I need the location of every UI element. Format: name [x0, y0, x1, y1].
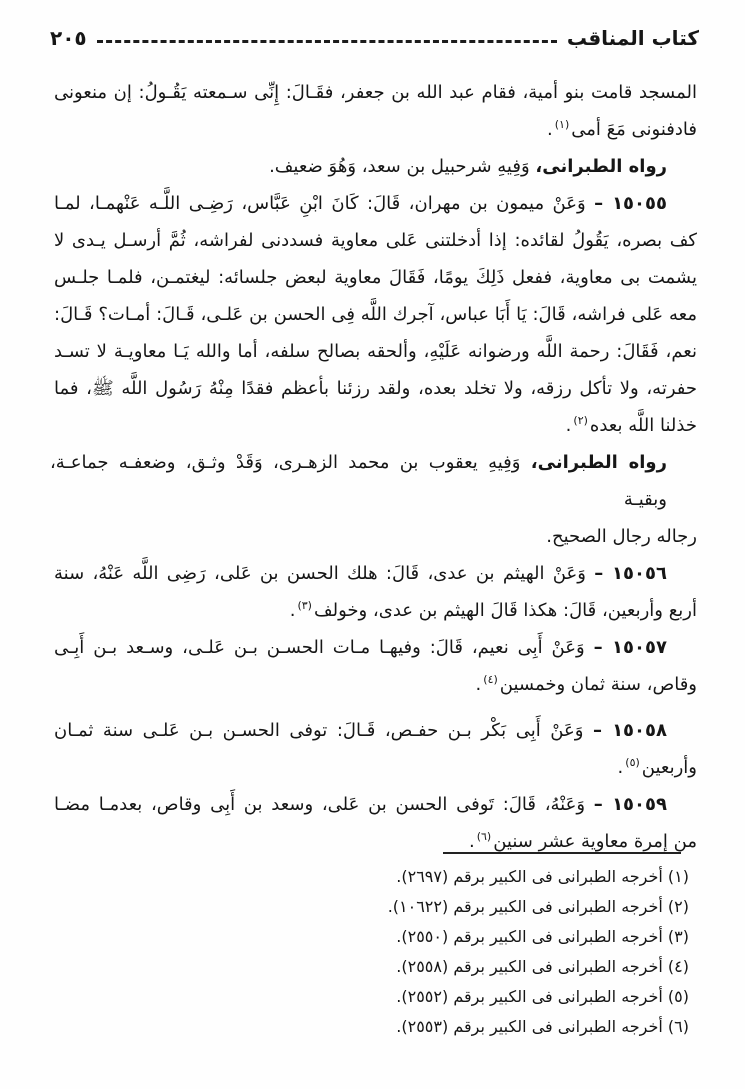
- text-segment: وَعَنْ ميمون بن مهران، قَالَ: كَانَ ابْنِ عَبَّاس، رَضِـى اللَّـه عَنْهمـا، لمـا: [54, 193, 595, 214]
- footnote-item: (٥) أخرجه الطبرانى فى الكبير برقم (٢٥٥٢).: [396, 987, 689, 1006]
- tail-segment: .: [475, 674, 482, 695]
- text-line: [50, 666, 697, 703]
- text-segment: المسجد قامت بنو أمية، فقام عبد الله بن جعفر، فقَـالَ: إِنِّى سـمعته يَقُـولُ: إن منعونى: [54, 82, 697, 103]
- hadith-number: ١٥٠٥٥ –: [594, 193, 667, 214]
- text-line: [50, 518, 697, 555]
- attribution-bold: رواه الطبرانى،: [535, 156, 667, 177]
- footnote-item: (٦) أخرجه الطبرانى فى الكبير برقم (٢٥٥٣).: [396, 1017, 689, 1036]
- text-segment: وَعَنْ أَبِى بَكْر بـن حفـص، قَـالَ: توفى الحسـن بـن عَلـى سنة ثمـان: [54, 720, 593, 741]
- text-segment: وَعَنْ أَبِى نعيم، قَالَ: وفيهـا مـات الحسـن بـن عَلـى، وسـعد بـن أَبِـى: [54, 637, 594, 658]
- footnote-marker: (٤): [483, 673, 498, 686]
- text-segment: فادفنونى مَعَ أمى: [571, 119, 697, 140]
- page-header: [0, 0, 745, 50]
- text-segment: يشمت بى معاوية، ففعل ذَلِكَ يومًا، فَقَالَ معاوية لبعض جلسائه: ليغتمـن، فلمـا جلـس: [54, 267, 697, 288]
- text-segment: وأربعين: [641, 757, 697, 778]
- text-segment: خذلنا اللَّه بعده: [589, 415, 697, 436]
- text-line-hadith-start: [50, 712, 697, 749]
- footnotes-section: [0, 852, 745, 1042]
- footnote-marker: (١): [554, 118, 570, 131]
- body-text: [0, 50, 745, 860]
- text-segment: وَعَنْ الهيثم بن عدى، قَالَ: هلك الحسن بن عَلى، رَضِى اللَّه عَنْهُ، سنة: [54, 563, 595, 584]
- text-line-hadith-start: [50, 555, 697, 592]
- text-segment: وَعَنْهُ، قَالَ: تَوفى الحسن بن عَلى، وسعد بن أَبِى وقاص، بعدمـا مضـا: [54, 794, 594, 815]
- text-line-hadith-start: [50, 786, 697, 823]
- text-line: [50, 222, 697, 259]
- footnote-item: (١) أخرجه الطبرانى فى الكبير برقم (٢٦٩٧).: [396, 867, 689, 886]
- footnote-marker: (٢): [573, 414, 588, 427]
- footnotes: [0, 854, 745, 1042]
- text-line: [50, 259, 697, 296]
- text-segment: وَفِيهِ شرحبيل بن سعد، وَهُوَ ضعيف.: [269, 156, 536, 177]
- text-segment: وقاص، سنة ثمان وخمسين: [499, 674, 697, 695]
- hadith-number: ١٥٠٥٨ –: [592, 720, 667, 741]
- footnote-item: (٣) أخرجه الطبرانى فى الكبير برقم (٢٥٥٠).: [396, 927, 689, 946]
- text-line-hadith-start: [50, 629, 697, 666]
- hadith-number: ١٥٠٥٩ –: [593, 794, 667, 815]
- footnote-marker: (٣): [297, 599, 312, 612]
- text-line-hadith-start: [50, 185, 697, 222]
- book-title: كتاب المناقب: [566, 26, 699, 50]
- text-line: [50, 333, 697, 370]
- text-segment: من إمرة معاوية عشر سنين: [493, 831, 697, 852]
- text-line-attribution: [50, 148, 697, 185]
- text-line-attribution: [50, 444, 697, 518]
- hadith-number: ١٥٠٥٧ –: [593, 637, 667, 658]
- footnote-item: (٤) أخرجه الطبرانى فى الكبير برقم (٢٥٥٨).: [396, 957, 689, 976]
- tail-segment: .: [289, 600, 296, 621]
- text-segment: أربع وأربعين، قَالَ: هكذا قَالَ الهيثم بن عدى، وخولف: [313, 600, 697, 621]
- tail-segment: .: [617, 757, 624, 778]
- tail-segment: .: [546, 119, 553, 140]
- tail-segment: .: [468, 831, 475, 852]
- text-segment: نعم، فَقَالَ: رحمة اللَّه ورضوانه عَلَيْهِ، وألحقه بصالح سلفه، أما والله يَـا معاويـة لا تسـد: [54, 341, 697, 362]
- text-line: [50, 296, 697, 333]
- footnote-item: (٢) أخرجه الطبرانى فى الكبير برقم (١٠٦٢٢).: [387, 897, 689, 916]
- text-segment: كف بصره، يَقُولُ لقائده: إذا أدخلتنى عَلى معاوية فسددنى لفراشه، ثُمَّ أرسـل يـدى لا: [54, 230, 697, 251]
- attribution-bold: رواه الطبرانى،: [530, 452, 667, 473]
- text-segment: رجاله رجال الصحيح.: [546, 526, 697, 547]
- footnote-marker: (٦): [476, 830, 492, 843]
- text-line: [50, 407, 697, 444]
- text-line: [50, 74, 697, 111]
- header-dashed-rule: [97, 40, 557, 43]
- text-segment: حفرته، ولا تأكل رزقه، ولا تخلد بعده، ولقد رزئنا بأعظم فقدًا مِنْهُ رَسُول اللَّه ﷺ، فما: [54, 378, 697, 399]
- page-number: ٢٠٥: [50, 26, 87, 50]
- text-segment: معه عَلى فراشه، قَالَ: يَا أَبَا عباس، آجرك اللَّه فِى الحسن بن عَلـى، قَـالَ: أمـات؟ قَـالَ:: [54, 304, 697, 325]
- footnote-marker: (٥): [625, 756, 640, 769]
- text-line: [50, 370, 697, 407]
- text-line: [50, 749, 697, 786]
- text-line: [50, 592, 697, 629]
- text-segment: وَفِيهِ يعقوب بن محمد الزهـرى، وَقَدْ وثـق، وضعفـه جماعـة، وبقيـة: [50, 452, 667, 510]
- tail-segment: .: [565, 415, 572, 436]
- hadith-number: ١٥٠٥٦ –: [594, 563, 667, 584]
- text-line: [50, 111, 697, 148]
